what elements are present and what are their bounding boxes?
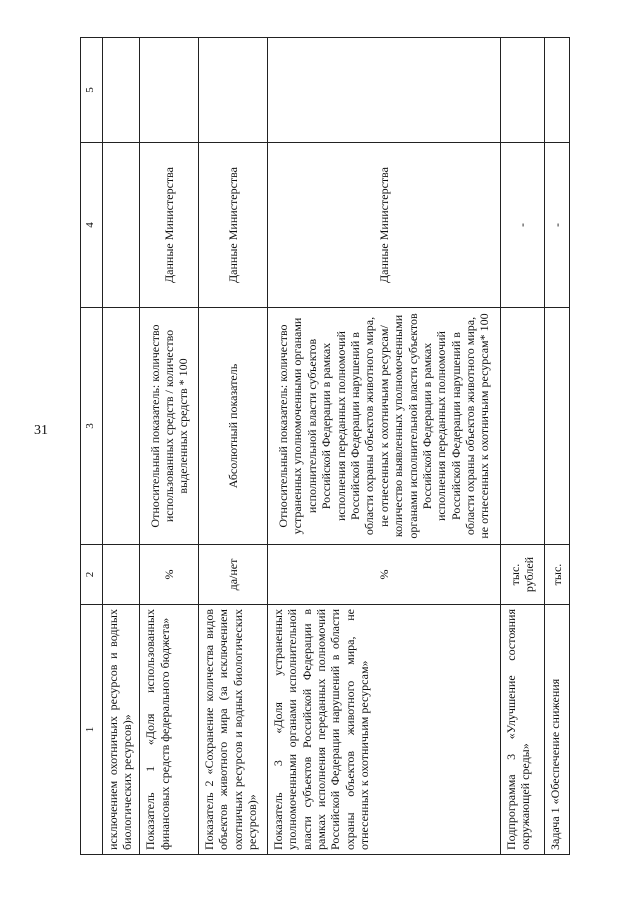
source-cell bbox=[102, 143, 139, 308]
extra-cell bbox=[140, 38, 199, 143]
source-cell: - bbox=[500, 143, 544, 308]
indicator-name-cell: Показатель 1 «Доля использованных финансовых средств федерального бюджета» bbox=[140, 605, 199, 855]
table-row bbox=[544, 38, 569, 855]
rotated-table-container bbox=[80, 38, 570, 855]
indicator-name-cell: Показатель 3 «Доля устраненных уполномоченными органами исполнительной власти субъектов Российской Федерации в рамках исполнения переданных полномочий Российской Федерации нарушений в области охраны объектов животного мира, не отнесенных к охотничьим ресурсам» bbox=[267, 605, 500, 855]
unit-cell: % bbox=[140, 545, 199, 605]
header-cell: 4 bbox=[81, 143, 103, 308]
table-row bbox=[198, 38, 267, 855]
method-cell bbox=[500, 308, 544, 545]
header-cell: 2 bbox=[81, 545, 103, 605]
extra-cell bbox=[544, 38, 569, 143]
header-cell: 5 bbox=[81, 38, 103, 143]
source-cell: Данные Министерства bbox=[267, 143, 500, 308]
extra-cell bbox=[500, 38, 544, 143]
header-cell: 1 bbox=[81, 605, 103, 855]
indicator-name-cell: Задача 1 «Обеспечение снижения bbox=[544, 605, 569, 855]
extra-cell bbox=[267, 38, 500, 143]
source-cell: Данные Министерства bbox=[198, 143, 267, 308]
header-cell: 3 bbox=[81, 308, 103, 545]
method-cell bbox=[102, 308, 139, 545]
table-row bbox=[140, 38, 199, 855]
extra-cell bbox=[102, 38, 139, 143]
indicator-table bbox=[80, 37, 570, 855]
method-cell bbox=[544, 308, 569, 545]
source-cell: Данные Министерства bbox=[140, 143, 199, 308]
extra-cell bbox=[198, 38, 267, 143]
table-header-row bbox=[81, 38, 103, 855]
unit-cell bbox=[102, 545, 139, 605]
table-row bbox=[267, 38, 500, 855]
indicator-name-cell: Подпрограмма 3 «Улучшение состояния окружающей среды» bbox=[500, 605, 544, 855]
source-cell: - bbox=[544, 143, 569, 308]
indicator-name-cell: Показатель 2 «Сохранение количества видов объектов животного мира (за исключением охотничьих ресурсов и водных биологических ресурсов)» bbox=[198, 605, 267, 855]
unit-cell: тыс. рублей bbox=[500, 545, 544, 605]
table-row bbox=[500, 38, 544, 855]
method-cell: Относительный показатель: количество использованных средств / количество выделенных средств * 100 bbox=[140, 308, 199, 545]
unit-cell: % bbox=[267, 545, 500, 605]
method-cell: Абсолютный показатель bbox=[198, 308, 267, 545]
method-cell: Относительный показатель: количество устраненных уполномоченными органами исполнительной власти субъектов Российской Федерации в рамках исполнения переданных полномочий Российской Федерации нарушений в области охраны объектов животного мира, не отнесенных к охотничьим ресурсам/ количество выявленных уполномоченными органами исполнительной власти субъектов Российской Федерации в рамках исполнения переданных полномочий Российской Федерации нарушений в области охраны объектов животного мира, не отнесенных к охотничьим ресурсам* 100 bbox=[267, 308, 500, 545]
page-number: 31 bbox=[34, 423, 48, 438]
unit-cell: тыс. bbox=[544, 545, 569, 605]
unit-cell: да/нет bbox=[198, 545, 267, 605]
table-row bbox=[102, 38, 139, 855]
indicator-name-cell: исключением охотничьих ресурсов и водных биологических ресурсов)» bbox=[102, 605, 139, 855]
